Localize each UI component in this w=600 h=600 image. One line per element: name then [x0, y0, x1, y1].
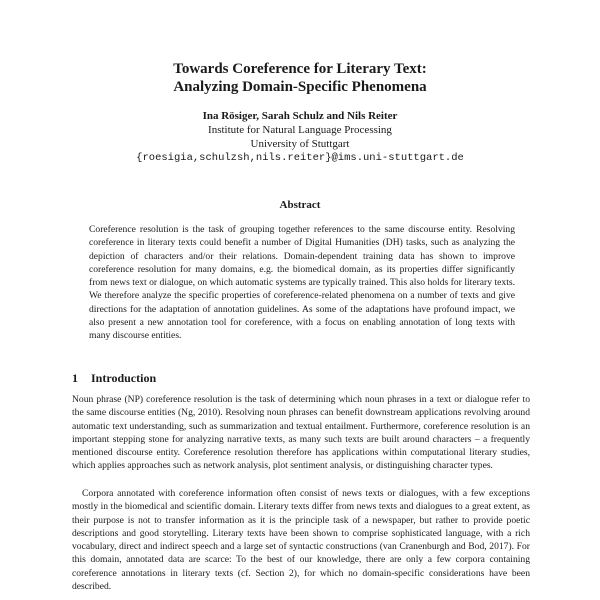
paper-title-line1: Towards Coreference for Literary Text: [173, 61, 427, 77]
intro-paragraph-2: Corpora annotated with coreference information often consist of news texts or dialogues, with a few exceptions mostly in the biomedical and scientific domain. Literary texts differ from news texts and dialogues to a great extent, as their purpose is not to transfer information as it is the principle task of a newspaper, but rather to provide poetic descriptions and good storytelling. Literary texts have been shown to comprise sophisticated language, with a rich vocabulary, direct and indirect speech and a large set of syntactic constructions (van Cranenburgh and Bod, 2017). For this domain, annotated data are scarce: To the best of our knowledge, there are only a few corpora containing coreference annotations in literary texts (cf. Section 2), for which no domain-specific considerations have been described. [72, 488, 530, 593]
section-title: Introduction [91, 371, 157, 385]
intro-paragraph-1: Noun phrase (NP) coreference resolution is the task of determining which noun phrases in a text or dialogue refer to the same discourse entities (Ng, 2010). Resolving noun phrases can benefit downstream applications revolving around automatic text understanding, such as summarization and textual entailment. Furthermore, coreference resolution is an important stepping stone for analyzing narrative texts, as many such texts are built around characters – a frequently mentioned discourse entity. Coreference resolution therefore has applications within computational literary studies, which applies approaches such as network analysis, plot sentiment analysis, or distinguishing character types. [72, 394, 530, 472]
university: University of Stuttgart [250, 138, 350, 150]
section-number: 1 [72, 371, 78, 385]
institute: Institute for Natural Language Processing [208, 124, 392, 136]
section-heading-introduction [72, 371, 156, 386]
paper-title-line2: Analyzing Domain-Specific Phenomena [173, 79, 427, 95]
abstract-heading: Abstract [279, 199, 321, 211]
authors: Ina Rösiger, Sarah Schulz and Nils Reiter [202, 110, 398, 122]
author-emails: {roesigia,schulzsh,nils.reiter}@ims.uni-stuttgart.de [136, 152, 464, 164]
abstract-text: Coreference resolution is the task of grouping together references to the same discourse entity. Resolving coreference in literary texts could benefit a number of Digital Humanities (DH) tasks, such as analyzing the depiction of characters and/or their relations. Domain-dependent training data has shown to improve coreference resolution for many domains, e.g. the biomedical domain, as its properties differ significantly from news text or dialogue, on which automatic systems are typically trained. This also holds for literary texts. We therefore analyze the specific properties of coreference-related phenomena on a number of texts and give directions for the adaptation of annotation guidelines. As some of the adaptations have profound impact, we also present a new annotation tool for coreference, with a focus on enabling annotation of long texts with many discourse entities. [89, 224, 515, 342]
